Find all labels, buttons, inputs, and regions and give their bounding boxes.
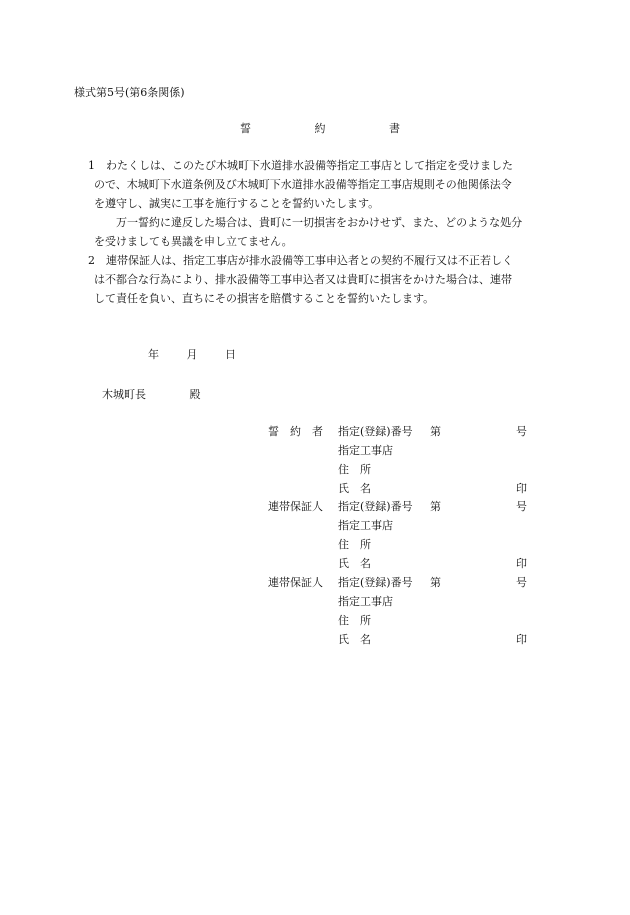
document-title xyxy=(240,122,400,136)
address-label: 住 所 xyxy=(338,538,371,551)
reg-number-label: 指定(登録)番号 xyxy=(338,425,413,438)
reg-dai: 第 xyxy=(430,576,441,589)
date-month: 月 xyxy=(186,348,198,361)
shop-label: 指定工事店 xyxy=(338,444,393,457)
name-label: 氏 名 xyxy=(338,482,371,495)
name-label: 氏 名 xyxy=(338,633,371,646)
reg-go: 号 xyxy=(516,425,527,438)
name-label: 氏 名 xyxy=(338,557,371,570)
clause-1-line: 1 わたくしは、このたび木城町下水道排水設備等指定工事店として指定を受けました xyxy=(88,159,513,172)
date-year: 年 xyxy=(148,348,159,361)
signer-role: 連帯保証人 xyxy=(268,576,323,589)
addressee-honorific: 殿 xyxy=(189,388,201,401)
reg-number-label: 指定(登録)番号 xyxy=(338,576,413,589)
address-label: 住 所 xyxy=(338,614,371,627)
reg-dai: 第 xyxy=(430,500,441,513)
title-char-1: 誓 xyxy=(240,122,251,135)
clause-2-line: して責任を負い、直ちにその損害を賠償することを誓約いたします。 xyxy=(94,292,435,305)
date-day: 日 xyxy=(225,348,236,361)
seal-mark: 印 xyxy=(516,557,527,570)
reg-go: 号 xyxy=(516,576,527,589)
seal-mark: 印 xyxy=(516,482,527,495)
clause-1-line: 万一誓約に違反した場合は、貴町に一切損害をおかけせず、また、どのような処分 xyxy=(116,216,523,229)
signer-role: 連帯保証人 xyxy=(268,500,323,513)
form-label: 様式第5号(第6条関係) xyxy=(74,86,185,99)
clause-2 xyxy=(72,251,562,308)
address-label: 住 所 xyxy=(338,463,371,476)
title-char-3: 書 xyxy=(389,122,400,135)
clause-2-line: 2 連帯保証人は、指定工事店が排水設備等工事申込者との契約不履行又は不正若しく xyxy=(88,254,513,267)
clause-1-line: を遵守し、誠実に工事を施行することを誓約いたします。 xyxy=(94,197,380,210)
signer-role: 誓 約 者 xyxy=(268,425,323,438)
clause-2-line: は不都合な行為により、排水設備等工事申込者又は貴町に損害をかけた場合は、連帯 xyxy=(94,273,512,286)
addressee-name: 木城町長 xyxy=(102,388,146,401)
shop-label: 指定工事店 xyxy=(338,519,393,532)
date-line xyxy=(148,348,236,362)
reg-number-label: 指定(登録)番号 xyxy=(338,500,413,513)
seal-mark: 印 xyxy=(516,633,527,646)
addressee xyxy=(102,388,201,402)
clause-1 xyxy=(72,156,562,251)
title-char-2: 約 xyxy=(314,122,326,135)
clause-1-line: ので、木城町下水道条例及び木城町下水道排水設備等指定工事店規則その他関係法令 xyxy=(94,178,512,191)
clause-1-line: を受けましても異議を申し立てません。 xyxy=(94,235,293,248)
shop-label: 指定工事店 xyxy=(338,595,393,608)
reg-go: 号 xyxy=(516,500,527,513)
reg-dai: 第 xyxy=(430,425,441,438)
